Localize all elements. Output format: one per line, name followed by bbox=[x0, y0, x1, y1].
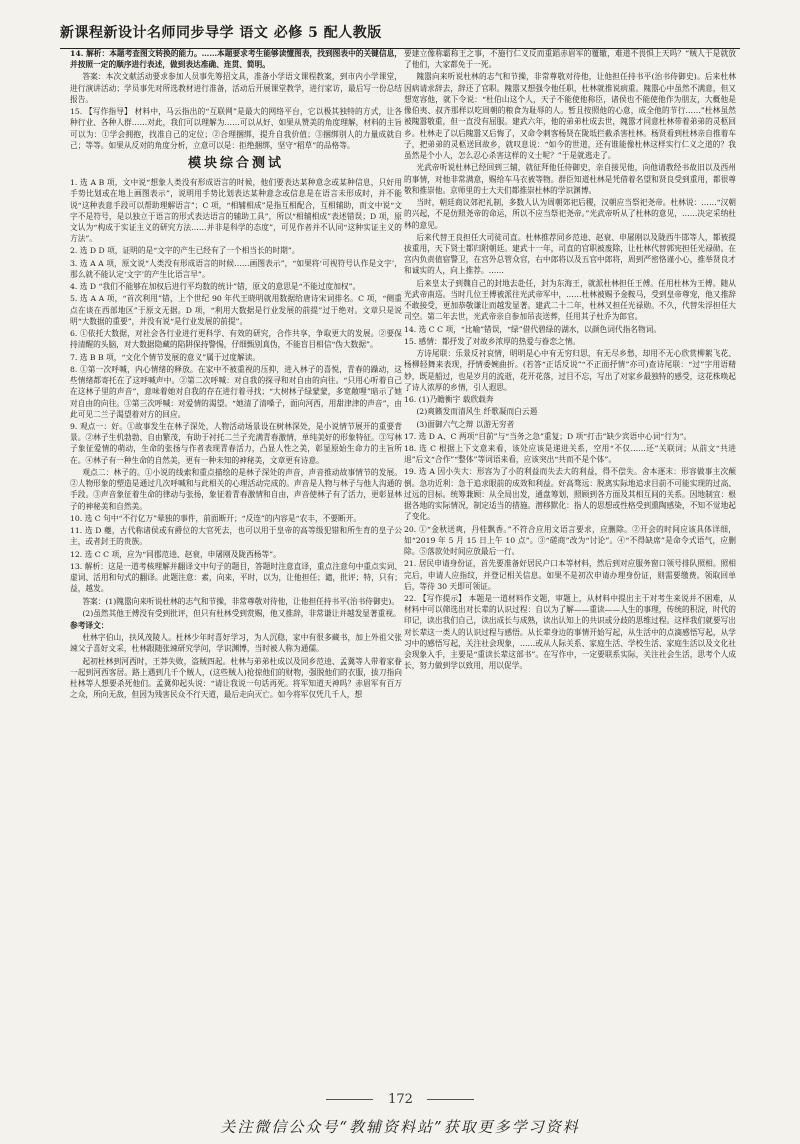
left-column bbox=[70, 48, 402, 1080]
right-column bbox=[404, 48, 736, 1080]
paragraph: 16. (1)乃瞻衡宇 载欣载奔 bbox=[404, 395, 494, 405]
page-header bbox=[60, 22, 740, 49]
page-number-bar bbox=[0, 1092, 800, 1107]
paragraph: 答案：本次文献活动要求参加人员事先筹招文具，准备小学语文课程教案，到市内小学课堂，进行演讲活动；学员事先对所选教材进行准备，活动后开展课堂教学，进行家访，最后写一份总结报告。 bbox=[70, 72, 402, 104]
paragraph: 隗嚣向来听说杜林的志气和节操，非常尊敬对待他，让他担任持书平(治书侍御史)。后来杜林因病请求辞去，辞还了官职。隗嚣又想强令他任职，杜林就推说病重。隗嚣心中虽然不满意，但又想宽容他，就下令说：“杜伯山这个人，天子不能使他称臣，诸侯也不能使他作为朋友，大概他是像伯夷、叔齐那样以吃周朝的粮食为耻辱的人。暂且按照他的心意，成全他的节行……”杜林虽然被隗嚣敬重，但一直没有屈服。建武六年，他的弟弟杜成去世，隗嚣才同意杜林带着弟弟的灵柩回乡。杜林走了以后隗嚣又后悔了，又命令刺客杨贤在陇坻拦截杀害杜林。杨贤看到杜林亲自推着车子，把弟弟的灵柩送回故乡，就叹息说：“如今的世道，还有谁能像杜林这样实行仁义之道的？我虽然是个小人，怎么忍心杀害这样的义士呢？”于是就逃走了。 bbox=[404, 72, 736, 161]
paragraph: 6. ①依托大数据，对社会各行业进行更科学、有效的研究，合作共享，争取更大的发展。②要保持清醒的头脑，对大数据隐藏的陷阱保持警惕，仔细甄别真伪，不能盲目相信“伪大数据”。 bbox=[70, 329, 402, 350]
paragraph: 8. ①第一次呼喊，内心情绪的释放。在家中不被重视的压抑，进入林子的喜悦，青春的躁动，这些情绪都寄托在了这呼喊声中。②第二次呼喊：对自我的探寻和对自由的向往。“只用心听着自己在这林子里的声音”，意味着她对自我的存在进行着寻找；“大树林子绿蒙蒙，多宽敞哩”暗示了她对自由的向往。③第三次呼喊：对爱情的渴望。“她清了清嗓子，面向河西，用甜津津的声音”，由此可见二兰子渴望着对方的回应。 bbox=[70, 364, 402, 419]
paragraph: 要建立像称霸称王之事，不施行仁义反而重蹈赤眉军的覆辙，难道不畏惧上天吗？”贼人于是就放了他们，大家都免于一死。 bbox=[404, 49, 736, 70]
paragraph: 14. 解析：本题考查图文转换的能力。……本题要求考生能够读懂图表，找到图表中的关键信息，并按照一定的顺序进行表述，做到表达准确、连贯、简明。 bbox=[70, 49, 402, 70]
paragraph: 2. 选 D D 项，证明的是“文字的产生已经有了一个相当长的时期”。 bbox=[70, 246, 300, 256]
paragraph: (3)面御六气之辩 以游无穷者 bbox=[416, 419, 515, 429]
paragraph: 17. 选 D A、C 两项“目前”与“当务之急”重复；D 项“打击”缺少宾语中心词“行为”。 bbox=[404, 431, 692, 441]
paragraph: 方诗尾联：乐景反衬哀情，明明是心中有无穷归思，有无尽乡愁，却用不无心欣赏柳絮飞花、杨柳轻舞来表现，抒情委婉曲折。(若答“正话反说”“不正面抒情”亦可)查诗尾联：“过”字用语精妙，既是船过，也是岁月的流逝，花开花落，过目不忘，写出了对家乡最独特的感受，这花株唤起了诗人浓厚的乡情，引人遐思。 bbox=[404, 349, 736, 392]
paragraph: (2)爽籁发而清风生 纤歌凝而白云遏 bbox=[416, 407, 538, 417]
page-number-dash bbox=[427, 1099, 474, 1100]
paragraph: 当时，朝廷商议郊祀礼制，多数人认为周朝郊祀后稷，汉朝应当祭祀尧帝。杜林说：……“汉朝的兴起，不是仿照尧帝的命运，所以不应当祭祀尧帝。”光武帝听从了杜林的意见，……决定采纳杜林的意见。 bbox=[404, 198, 736, 230]
paragraph: 7. 选 B B 项，“文化个情节发展的意义”属于过度解读。 bbox=[70, 352, 261, 362]
paragraph: 杜林字伯山，扶风茂陵人。杜林少年时喜好学习，为人沉稳，家中有很多藏书，加上外祖父张竦父子喜好文采，杜林跟随张竦研究学问，学识渊博，当时被人称为通儒。 bbox=[70, 633, 402, 654]
paragraph: 起初杜林到河西时，王莽失败，盗贼四起。杜林与弟弟杜成以及同乡范逵、孟冀等人带着家眷一起到河西客居。路上遇到几千个贼人，(这些贼人)抢掠他们的财物，强脱他们的衣服，拔刀指向杜林等人想要杀死他们。孟冀仰起头说：“请让我说一句话再死。将军知道天神吗？赤眉军有百万之众，所向无敌，但因为残害民众不行天道，最后走向灭亡。如今将军仅凭几千人，想 bbox=[70, 656, 402, 700]
paragraph: 18. 选 C 根据上下文意来看，该处应该是递进关系，空用“不仅……还”关联词；从前文“共进退”后文“合作”“整体”等词语来看，应该突出“共而不是个体”。 bbox=[404, 443, 736, 465]
footer-text: 关注微信公众号“教辅资料站”获取更多学习资料 bbox=[220, 1118, 580, 1136]
section-heading: 模块综合测试 bbox=[187, 156, 284, 172]
paragraph: 9. 观点一：好。①故事发生在林子深处，人物活动场景设在树林深处，是小说情节展开的重要背景。②林子生机勃勃、自由繁茂，有助于衬托二兰子充满青春激情，单纯美好的形象特征。③写林子象征爱情的萌动，生命的张扬与作者表现青春活力，凸显人性之美，彰显原始生命力的主旨所在。④林子有一种生命的自然美，更有一种未知的神秘美，文章更有诗意。 bbox=[70, 422, 402, 465]
paragraph: 11. 选 D 夔，古代称诸侯或有爵位的大官死去，也可以用于皇帝的高等级犯错和所生育的皇子公主，或者封王的贵族。 bbox=[70, 526, 402, 547]
paragraph: 19. 选 A 因小失大：形容为了小的利益而失去大的利益，得不偿失。舍本逐末：形容做事主次颠倒。急功近利：急于追求眼前的成效和利益。好高骛远：脱离实际地追求目前不可能实现的过高、过远的目标。统筹兼顾：从全局出发，通盘筹划，照顾到各方面及其相互间的关系。因地制宜：根据各地的实际情况，制定适当的措施。潜移默化：指人的思想或性格受到熏陶感染，不知不觉地起了变化。 bbox=[404, 467, 736, 522]
paragraph: 4. 选 D “我们不能够在加权后进行平均数的统计”错，原文的意思是“不能过度加权”。 bbox=[70, 282, 361, 292]
paragraph: 1. 选 A B 项，文中说“想象人类没有形成语言的时候，他们要表达某种意念或某种信息，只好用手势比划或在地上画图表示”，说明用手势比划表达某种意念或信息是在语言未形成时，并不能说“这种表意手段可以帮助理解语言”；C 项，“相辅相成”是指互相配合，互相辅助，而文中说“文字不是符号，是以独立于语言的形式表达语言的辅助工具”，所以“相辅相成”表述错误；D 项，原文认为“构成于实证主义的研究方法……并非是科学的态度”，可见作者并不认同“这种实证主义的方法”。 bbox=[70, 178, 402, 244]
page-number: 172 bbox=[388, 1092, 413, 1107]
paragraph: (2)虽然其他王傅没有受到批评，但只有杜林受到赏赐，他又推辞，非常谦让并越发显著重视。 bbox=[82, 608, 401, 618]
paragraph: 22. 【写作提示】 本题是一道材料作文题，审题上，从材料中提出主干对考生来说并不困难，从材料中可以筛选出对长辈的认识过程：自以为了解——重读——人生的事理，传统的积淀，时代的印记，读出我们自己，读出成长与成熟，读出认知上的共识或分歧的思维过程。这样我们就要写出对长辈这一类人的认识过程与感悟。从长辈身边的事情开始写起，从生活中的点滴感悟写起，从学习中的感悟写起，关注社会现象，……或从人际关系、家庭生活、学校生活、家庭生活以及文化社会现象入手，主要是“重读长辈这部书”。在写作中，一定要联系实际，关注社会生活，思考个人成长，努力做到学以致用，用以促学。 bbox=[404, 594, 736, 671]
paragraph: 20. ①“金秋送爽，丹桂飘香。”不符合应用文语言要求，应删除。②开会的时间应该具体详细，如“2019 年 5 月 15 日上午 10 点”。③“磋商”改为“讨论”。④“不得缺席”是命令式语气，应删除。⑤落款处时间应放最后一行。 bbox=[404, 524, 736, 557]
footer-note bbox=[0, 1116, 800, 1137]
paragraph: 答案：(1)隗嚣向来听说杜林的志气和节操，非常尊敬对待他，让他担任持书平(治书侍御史)。 bbox=[82, 596, 400, 606]
paragraph: 10. 选 C 句中“不行亿万”晕独的事件，前面断开；“反连”的内容是“农丰，不要断开。 bbox=[70, 513, 362, 523]
paragraph: 5. 选 A A 项，“首次利用”错，上个世纪 90 年代王晓明就用数据给唐诗宋词排名。C 项，“侧重点在谈在西部地区”于原文无据。D 项，“利用大数据是行业发展的前提”过于绝对。文章只是说明“大数据的重要”，并没有说“是行业发展的前提”。 bbox=[70, 294, 402, 326]
paragraph: 3. 选 A A 项，原文说“人类没有形成语言的时候……画图表示”，“如果将‘可视符号认作是文字’，那么就不能认定‘文字’的产生比语言早”。 bbox=[70, 258, 402, 279]
paragraph: 观点二：林子的。①小说的线索和重点描绘的是林子深处的声音，声音推动故事情节的发展。②人物形象的塑造是通过几次呼喊和与此相关的心理活动完成的。声音是人物与林子与他人沟通的手段。③声音象征着生命的律动与张扬，象征着青春激情和自由，声音使林子有了活力，更彰显林子的神秘美和自然美。 bbox=[70, 467, 402, 511]
page-number-dash bbox=[326, 1099, 373, 1100]
paragraph: 14. 选 C C 项，“比喻”错误，“绿”借代碧绿的湖水，以颜色词代指名物词。 bbox=[404, 324, 662, 334]
paragraph: 后来代替王良担任大司徒司直。杜林推荐同乡范逵、赵衰、申屠刚以及陇西牛邯等人，都被提拔重用，天下贤士都归附朝廷。建武十一年，司直的官职被废除，让杜林代替郭宪担任光禄勋。在宫内负责值宿警卫，在宫外总管众官，右中郎将以及五官中郎将，周到严密恪谨小心，推举贤良才和诚实的人，向上推荐。…… bbox=[404, 232, 736, 276]
paragraph: 光武帝听说杜林已经回到三辅，就征拜他任侍御史，亲自接见他，向他请教经书故旧以及西州的事情，对他非常满意，赐给车马衣被等物。群臣知道杜林是凭借着名望和贤良受到重用，都很尊敬和推崇他。京师里的士大夫们都推崇杜林的学识渊博。 bbox=[404, 163, 736, 195]
paragraph: 15. 【写作指导】 材料中，马云指出的“互联网”是最大的网络平台，它以极其独特的方式，让各种行业、各种人群……对此，我们可以理解为……可以从好、如果从赞美的角度理解，材料的主旨可以为：①学会拥抱，找准自己的定位；②合理捆绑，提升自我价值；③捆绑别人的力量成就自己；等等。如果从反对的角度分析，立意可以是：拒绝捆绑，坚守“稻草”的品格等。 bbox=[70, 107, 402, 150]
paragraph: 13. 解析：这是一道考核理解并翻译文中句子的题目，答题时注意直译，重点注意句中重点实词、虚词、活用和句式的翻译。此题注意：素，向来，平时，以为，让他担任；谴，批评；特，只有；益，越发。 bbox=[70, 561, 402, 594]
paragraph: 15. 感情：都抒发了对故乡浓厚的热爱与眷恋之情。 bbox=[404, 336, 581, 346]
subheading: 参考译文： bbox=[70, 620, 109, 630]
header-title: 新课程新设计名师同步导学 语文 必修 5 配人教版 bbox=[60, 25, 382, 41]
paragraph: 后来皇太子到魏自己的封地去赴任，封为东海王，就派杜林担任王傅。任用杜林为王傅。随从光武帝南巡。当时几位王傅被派往光武帝军中，……杜林被赐予金鞍马，受到皇帝尊宠，他又推辞不敢接受，更加恭敬谦让而越发显著。建武二十二年，杜林又担任光禄勋。不久，代替朱浮担任大司空。第二年去世，光武帝亲自参加吊丧送葬，任用其子杜乔为郎官。 bbox=[404, 278, 736, 322]
paragraph: 12. 选 C C 项，应为“同郡范逵、赵衰，申屠刚及陇西杨等”。 bbox=[70, 549, 281, 559]
paragraph: 21. 居民申请身份证，首先要准备好居民户口本等材料，然后到对应服务窗口领号排队照相。照相完后，申请人应指纹，并登记相关信息。如果不是初次申请办理身份证，则需要缴费。领取回单后，等待 30 天即可领证。 bbox=[404, 559, 736, 591]
